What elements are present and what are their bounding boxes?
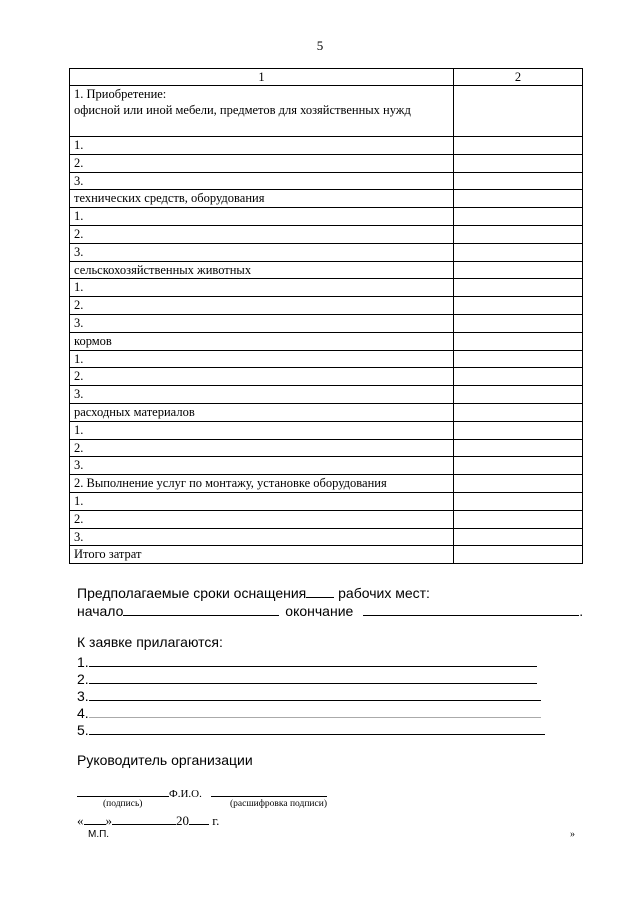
table-cell-empty <box>454 86 583 137</box>
terms-label-end: рабочих мест: <box>338 585 430 601</box>
purchase-description: офисной или иной мебели, предметов для хозяйственных нужд <box>74 103 411 117</box>
attachments-title: К заявке прилагаются: <box>77 634 223 650</box>
table-row-label: 1. <box>70 208 454 226</box>
table-cell-empty <box>454 421 583 439</box>
table-row-label: 2. <box>70 368 454 386</box>
table-row-label: 1. <box>70 350 454 368</box>
table-row <box>70 172 583 190</box>
table-row-label: 3. <box>70 172 454 190</box>
end-label: окончание <box>285 603 354 619</box>
table-row-label: технических средств, оборудования <box>70 190 454 208</box>
table-row <box>70 439 583 457</box>
table-row-label: 3. <box>70 314 454 332</box>
table-row <box>70 225 583 243</box>
table-row <box>70 154 583 172</box>
table-row <box>70 261 583 279</box>
table-cell-empty <box>454 225 583 243</box>
table-cell-empty <box>454 279 583 297</box>
table-cell-empty <box>454 297 583 315</box>
table-cell-empty <box>454 510 583 528</box>
table-cell-empty <box>454 457 583 475</box>
table-row-purchase <box>70 86 583 137</box>
start-date-blank <box>123 601 279 616</box>
table-row-label: кормов <box>70 332 454 350</box>
table-row <box>70 492 583 510</box>
table-row <box>70 528 583 546</box>
page-number: 5 <box>316 38 324 53</box>
table-cell-empty <box>454 439 583 457</box>
attachment-line-2: 2. <box>77 669 537 687</box>
table-cell-empty <box>454 172 583 190</box>
table-cell-empty <box>454 137 583 155</box>
fio-label: Ф.И.О. <box>169 788 202 800</box>
table-cell-empty <box>454 386 583 404</box>
start-label: начало <box>77 603 124 619</box>
table-row <box>70 457 583 475</box>
stamp-label: М.П. <box>88 829 110 840</box>
table-row-label: 2. <box>70 154 454 172</box>
table-row <box>70 243 583 261</box>
table-row <box>70 386 583 404</box>
date-line: « » 20 г. <box>77 813 220 828</box>
table-cell-empty <box>454 475 583 493</box>
day-blank <box>84 812 106 825</box>
table-row-label: 2. <box>70 297 454 315</box>
signature-caption: (подпись) <box>103 799 143 809</box>
table-row-label: 1. <box>70 137 454 155</box>
fio-blank <box>211 785 327 797</box>
table-row-label: 3. <box>70 457 454 475</box>
table-row <box>70 208 583 226</box>
end-date-blank <box>363 601 579 616</box>
head-label: Руководитель организации <box>77 752 253 768</box>
table-cell-empty <box>454 314 583 332</box>
table-row <box>70 314 583 332</box>
table-row <box>70 510 583 528</box>
table-cell-empty <box>454 546 583 564</box>
terms-line <box>77 583 430 601</box>
table-row <box>70 546 583 564</box>
terms-dates-line: начало окончание . <box>77 603 584 619</box>
table-cell-empty <box>454 243 583 261</box>
table-cell-empty <box>454 492 583 510</box>
table-cell-empty <box>454 368 583 386</box>
table-row <box>70 332 583 350</box>
table-row-label: 2. <box>70 510 454 528</box>
table-row-label: расходных материалов <box>70 403 454 421</box>
table-row <box>70 350 583 368</box>
purchase-title: 1. Приобретение: <box>74 87 167 101</box>
table-row-label: 1. <box>70 421 454 439</box>
table-cell-empty <box>454 190 583 208</box>
table-cell-empty <box>454 332 583 350</box>
month-blank <box>112 812 176 825</box>
signature-line <box>77 785 327 800</box>
table-row-label: 3. <box>70 386 454 404</box>
table-row <box>70 279 583 297</box>
table-cell-empty <box>454 154 583 172</box>
table-row <box>70 368 583 386</box>
table-header-row <box>70 69 583 86</box>
table-cell-empty <box>454 528 583 546</box>
table-row <box>70 421 583 439</box>
terms-label: Предполагаемые сроки оснащения <box>77 585 307 601</box>
table-cell-empty <box>454 208 583 226</box>
table-row-label: сельскохозяйственных животных <box>70 261 454 279</box>
table-row-label: 2. <box>70 439 454 457</box>
year-blank <box>189 812 209 825</box>
table-row <box>70 403 583 421</box>
closing-quote: » <box>570 829 575 840</box>
workplaces-count-blank <box>306 583 334 598</box>
attachment-line-5: 5. <box>77 720 545 738</box>
table-row-label: 2. Выполнение услуг по монтажу, установке оборудования <box>70 475 454 493</box>
table-row <box>70 297 583 315</box>
expense-table <box>69 68 583 564</box>
table-row-label: 3. <box>70 243 454 261</box>
table-row <box>70 190 583 208</box>
attachment-line-4: 4. <box>77 703 541 721</box>
table-row-label: 1. <box>70 492 454 510</box>
table-header-col-2: 2 <box>454 69 583 86</box>
table-cell-empty <box>454 261 583 279</box>
table-cell-empty <box>454 350 583 368</box>
attachment-line-1: 1. <box>77 652 537 670</box>
table-row-label: Итого затрат <box>70 546 454 564</box>
table-row-label: 1. <box>70 279 454 297</box>
decoding-caption: (расшифровка подписи) <box>230 799 327 809</box>
table-row-label: 3. <box>70 528 454 546</box>
table-header-col-1: 1 <box>70 69 454 86</box>
table-row <box>70 137 583 155</box>
table-row-label: 2. <box>70 225 454 243</box>
table-row <box>70 475 583 493</box>
attachment-line-3: 3. <box>77 686 541 704</box>
table-cell-empty <box>454 403 583 421</box>
signature-blank <box>77 785 169 797</box>
